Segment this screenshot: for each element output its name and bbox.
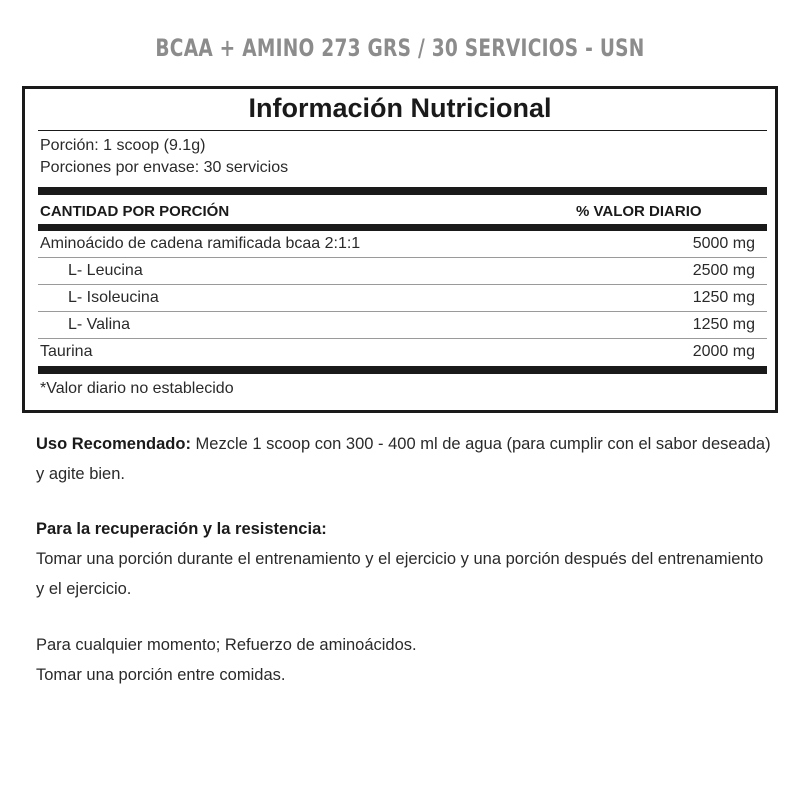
nutrient-name: L- Leucina	[68, 262, 143, 279]
nutrient-row	[38, 258, 767, 285]
anytime-line-1: Para cualquier momento; Refuerzo de aminoácidos.	[36, 636, 417, 654]
footnote: *Valor diario no establecido	[40, 380, 234, 397]
product-title: BCAA + AMINO 273 GRS / 30 SERVICIOS - USN	[155, 34, 645, 62]
amount-per-serving-header: CANTIDAD POR PORCIÓN	[40, 203, 230, 220]
servings-per-container: Porciones por envase: 30 servicios	[40, 159, 289, 176]
thick-divider	[38, 366, 767, 374]
daily-value-header: % VALOR DIARIO	[576, 203, 702, 220]
nutrient-row	[38, 231, 767, 258]
nutrient-row	[38, 312, 767, 339]
usage-label: Uso Recomendado:	[36, 435, 191, 453]
recovery-heading: Para la recuperación y la resistencia:	[36, 520, 327, 538]
nutrient-row	[38, 285, 767, 312]
nutrient-name: L- Valina	[68, 316, 130, 333]
nutrient-amount: 2500 mg	[692, 262, 755, 279]
nutrient-name: L- Isoleucina	[68, 289, 159, 306]
divider	[38, 130, 767, 131]
nutrient-name: Taurina	[40, 343, 93, 360]
nutrition-facts-panel	[22, 86, 778, 413]
nutrient-name: Aminoácido de cadena ramificada bcaa 2:1:1	[40, 235, 361, 252]
nutrient-amount: 2000 mg	[692, 343, 755, 360]
serving-size: Porción: 1 scoop (9.1g)	[40, 137, 206, 154]
nutrient-amount: 5000 mg	[692, 235, 755, 252]
recovery-text: Tomar una porción durante el entrenamiento y el ejercicio y una porción después del entrenamiento y el ejercicio.	[36, 550, 764, 598]
nutrient-row	[38, 339, 767, 366]
thick-divider	[38, 187, 767, 195]
recovery-section	[36, 514, 776, 604]
usage-paragraph	[36, 429, 776, 489]
usage-text: Mezcle 1 scoop con 300 - 400 ml de agua (para cumplir con el sabor deseada) y agite bien.	[36, 435, 771, 483]
nutrient-amount: 1250 mg	[692, 289, 755, 306]
anytime-section	[36, 630, 776, 690]
nutrient-amount: 1250 mg	[692, 316, 755, 333]
anytime-line-2: Tomar una porción entre comidas.	[36, 666, 286, 684]
thick-divider	[38, 224, 767, 231]
nutrition-title: Información Nutricional	[248, 93, 552, 123]
